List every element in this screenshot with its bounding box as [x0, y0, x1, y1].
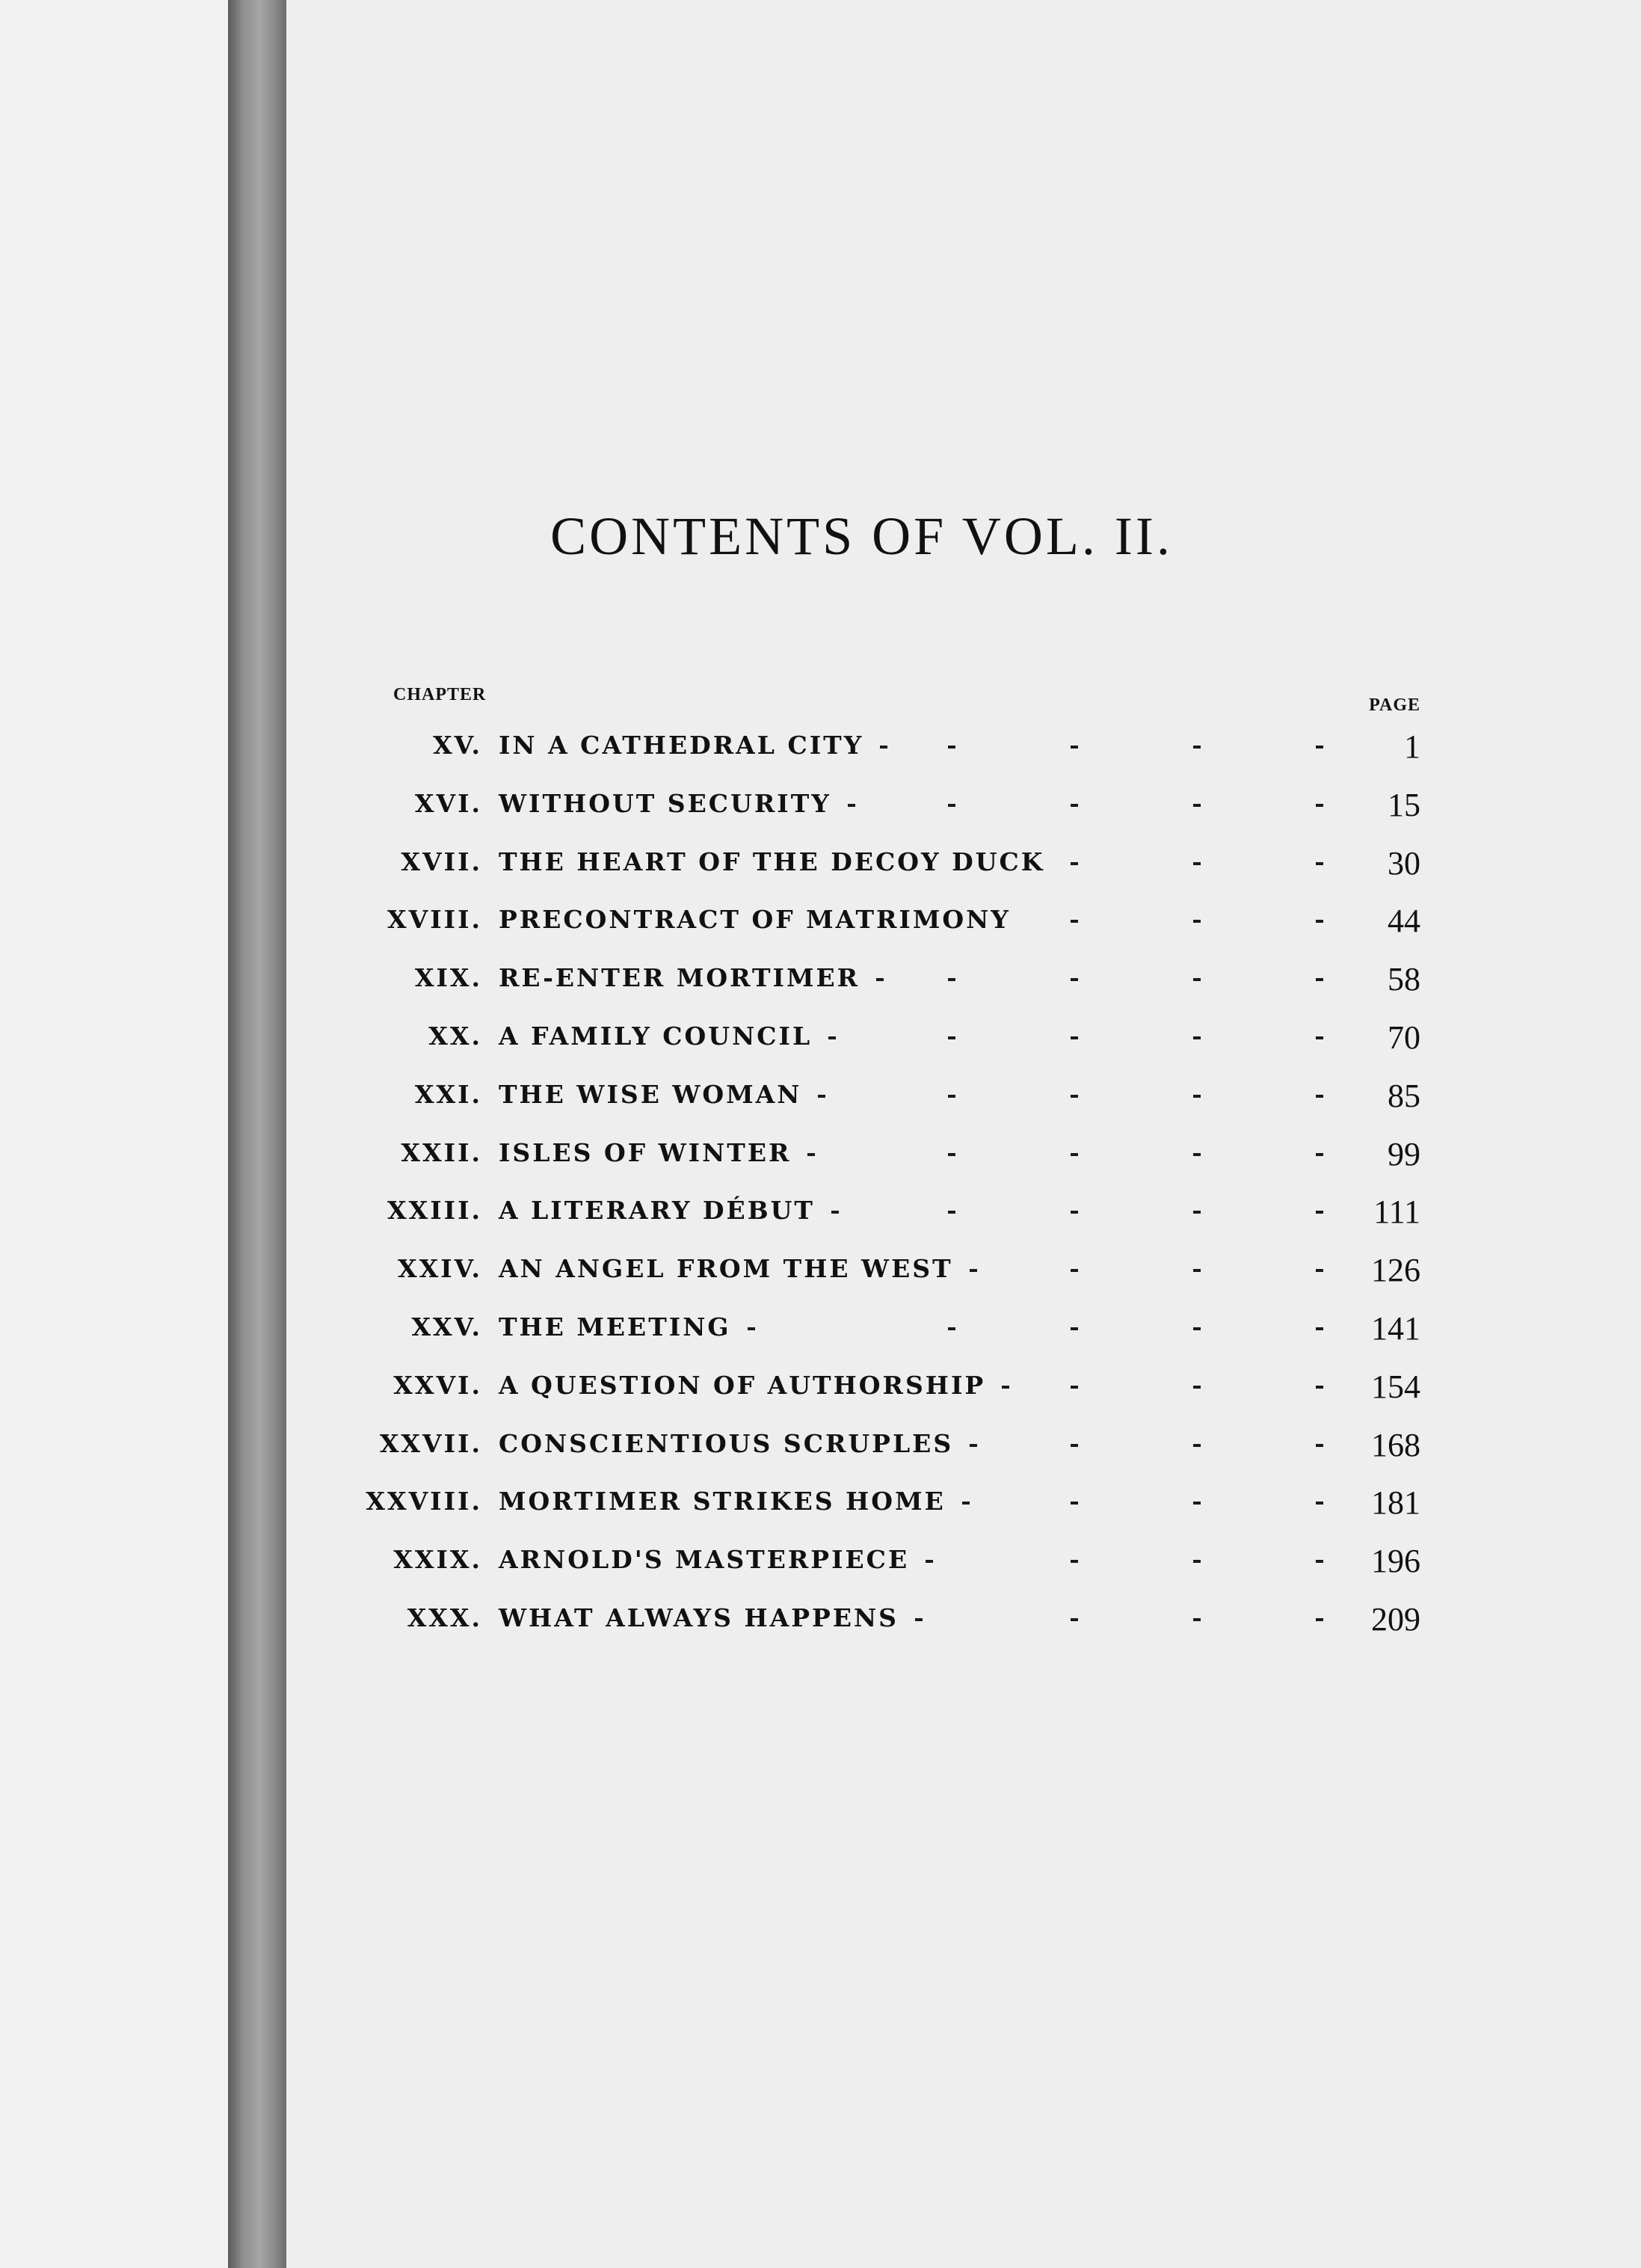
chapter-title: WHAT ALWAYS HAPPENS	[499, 1602, 899, 1632]
chapter-title: AN ANGEL FROM THE WEST	[499, 1254, 953, 1284]
leader-dash	[1071, 746, 1078, 749]
toc-row	[0, 1247, 1641, 1305]
page-column-header: PAGE	[1369, 695, 1420, 715]
leader-dash	[1193, 1153, 1201, 1156]
chapter-number: XX.	[428, 1021, 482, 1051]
leader-dash	[926, 1560, 933, 1563]
leader-dash	[1071, 1327, 1078, 1330]
leader-dash	[1193, 1327, 1201, 1330]
leader-dash	[1193, 1444, 1201, 1447]
leader-dash	[1316, 862, 1323, 865]
leader-dash	[1071, 1269, 1078, 1272]
page-number: 30	[1388, 844, 1420, 882]
chapter-number: XXVIII.	[366, 1487, 482, 1516]
leader-dash	[1193, 1095, 1201, 1098]
page-title: CONTENTS OF VOL. II.	[550, 506, 1173, 566]
leader-dash	[1193, 1386, 1201, 1389]
toc-row	[0, 781, 1641, 840]
leader-dash	[948, 1095, 955, 1098]
chapter-number: XXV.	[411, 1312, 482, 1342]
page-number: 15	[1388, 786, 1420, 823]
leader-dash	[1193, 1269, 1201, 1272]
leader-dash	[1193, 1036, 1201, 1039]
chapter-title: A LITERARY DÉBUT	[499, 1196, 815, 1226]
leader-dash	[1316, 978, 1323, 981]
chapter-column-header: CHAPTER	[393, 685, 487, 704]
leader-dash	[948, 804, 955, 807]
toc-row	[0, 897, 1641, 956]
leader-dash	[1002, 1386, 1009, 1389]
chapter-number: XVI.	[414, 788, 482, 818]
leader-dash	[1071, 1386, 1078, 1389]
chapter-number: XXX.	[407, 1602, 482, 1632]
leader-dash	[948, 1036, 955, 1039]
chapter-title: THE WISE WOMAN	[499, 1079, 802, 1109]
chapter-number: XXII.	[401, 1137, 482, 1167]
chapter-title: THE MEETING	[499, 1312, 731, 1342]
chapter-number: XIX.	[414, 963, 482, 993]
leader-dash	[1316, 1560, 1323, 1563]
leader-dash	[1071, 1211, 1078, 1214]
chapter-title: WITHOUT SECURITY	[499, 788, 831, 818]
leader-dash	[1193, 1618, 1201, 1621]
leader-dash	[1193, 920, 1201, 923]
leader-dash	[1193, 804, 1201, 807]
leader-dash	[748, 1327, 755, 1330]
leader-dash	[828, 1036, 836, 1039]
leader-dash	[1193, 862, 1201, 865]
leader-dash	[970, 1444, 977, 1447]
leader-dash	[948, 1327, 955, 1330]
leader-dash	[915, 1618, 923, 1621]
toc-row	[0, 1305, 1641, 1363]
leader-dash	[1316, 1211, 1323, 1214]
leader-dash	[1193, 746, 1201, 749]
leader-dash	[1193, 1560, 1201, 1563]
chapter-number: XXIV.	[398, 1254, 482, 1284]
toc-row	[0, 956, 1641, 1014]
chapter-title: ARNOLD'S MASTERPIECE	[499, 1545, 910, 1575]
leader-dash	[948, 746, 955, 749]
chapter-number: XV.	[433, 731, 482, 760]
leader-dash	[1316, 920, 1323, 923]
leader-dash	[1316, 1095, 1323, 1098]
page-number: 44	[1388, 903, 1420, 940]
leader-dash	[1316, 1444, 1323, 1447]
leader-dash	[1316, 1036, 1323, 1039]
chapter-title: A FAMILY COUNCIL	[499, 1021, 813, 1051]
chapter-title: PRECONTRACT OF MATRIMONY	[499, 905, 1011, 935]
chapter-title: RE-ENTER MORTIMER	[499, 963, 860, 993]
page-number: 196	[1371, 1543, 1420, 1580]
leader-dash	[1071, 1560, 1078, 1563]
leader-dash	[1071, 920, 1078, 923]
leader-dash	[1193, 1211, 1201, 1214]
page-number: 111	[1373, 1193, 1420, 1231]
chapter-number: XXIII.	[387, 1196, 482, 1226]
chapter-number: XXVI.	[393, 1370, 482, 1400]
chapter-title: MORTIMER STRIKES HOME	[499, 1487, 946, 1516]
toc-row	[0, 1596, 1641, 1654]
chapter-number: XVII.	[401, 846, 482, 876]
page-number: 58	[1388, 961, 1420, 998]
leader-dash	[1193, 978, 1201, 981]
leader-dash	[1316, 1618, 1323, 1621]
leader-dash	[818, 1095, 825, 1098]
page-number: 209	[1371, 1600, 1420, 1638]
toc-row	[0, 1422, 1641, 1480]
chapter-title: ISLES OF WINTER	[499, 1137, 792, 1167]
leader-dash	[1316, 1269, 1323, 1272]
toc-row	[0, 1072, 1641, 1131]
page-number: 99	[1388, 1135, 1420, 1173]
leader-dash	[1316, 804, 1323, 807]
leader-dash	[831, 1211, 839, 1214]
leader-dash	[1071, 1502, 1078, 1505]
page-number: 168	[1371, 1426, 1420, 1463]
leader-dash	[962, 1502, 970, 1505]
leader-dash	[1071, 804, 1078, 807]
leader-dash	[948, 1153, 955, 1156]
toc-row	[0, 723, 1641, 781]
chapter-title: THE HEART OF THE DECOY DUCK	[499, 846, 1045, 876]
page-number: 126	[1371, 1252, 1420, 1289]
leader-dash	[1071, 862, 1078, 865]
leader-dash	[880, 746, 887, 749]
dot-leaders	[0, 723, 1641, 768]
leader-dash	[1316, 1386, 1323, 1389]
leader-dash	[807, 1153, 815, 1156]
page-number: 1	[1404, 728, 1420, 765]
leader-dash	[1071, 1153, 1078, 1156]
toc-row	[0, 1131, 1641, 1189]
leader-dash	[1316, 1327, 1323, 1330]
chapter-number: XVIII.	[387, 905, 482, 935]
toc-row	[0, 1363, 1641, 1422]
table-of-contents	[0, 723, 1641, 1654]
leader-dash	[1071, 1036, 1078, 1039]
page-number: 141	[1371, 1309, 1420, 1347]
leader-dash	[948, 978, 955, 981]
toc-row	[0, 1188, 1641, 1247]
leader-dash	[948, 1211, 955, 1214]
chapter-number: XXIX.	[393, 1545, 482, 1575]
leader-dash	[1316, 746, 1323, 749]
page-number: 85	[1388, 1077, 1420, 1114]
chapter-number: XXVII.	[379, 1428, 482, 1458]
leader-dash	[970, 1269, 977, 1272]
leader-dash	[1071, 1095, 1078, 1098]
chapter-title: IN A CATHEDRAL CITY	[499, 731, 864, 760]
page-number: 70	[1388, 1018, 1420, 1056]
leader-dash	[876, 978, 884, 981]
chapter-title: A QUESTION OF AUTHORSHIP	[499, 1370, 986, 1400]
leader-dash	[1071, 1618, 1078, 1621]
toc-row	[0, 1537, 1641, 1596]
chapter-title: CONSCIENTIOUS SCRUPLES	[499, 1428, 954, 1458]
toc-row	[0, 840, 1641, 898]
page-number: 181	[1371, 1484, 1420, 1522]
page-number: 154	[1371, 1368, 1420, 1405]
leader-dash	[1316, 1502, 1323, 1505]
leader-dash	[1071, 978, 1078, 981]
toc-row	[0, 1014, 1641, 1072]
leader-dash	[1193, 1502, 1201, 1505]
leader-dash	[1316, 1153, 1323, 1156]
leader-dash	[848, 804, 855, 807]
leader-dash	[1071, 1444, 1078, 1447]
toc-row	[0, 1479, 1641, 1537]
chapter-number: XXI.	[414, 1079, 482, 1109]
